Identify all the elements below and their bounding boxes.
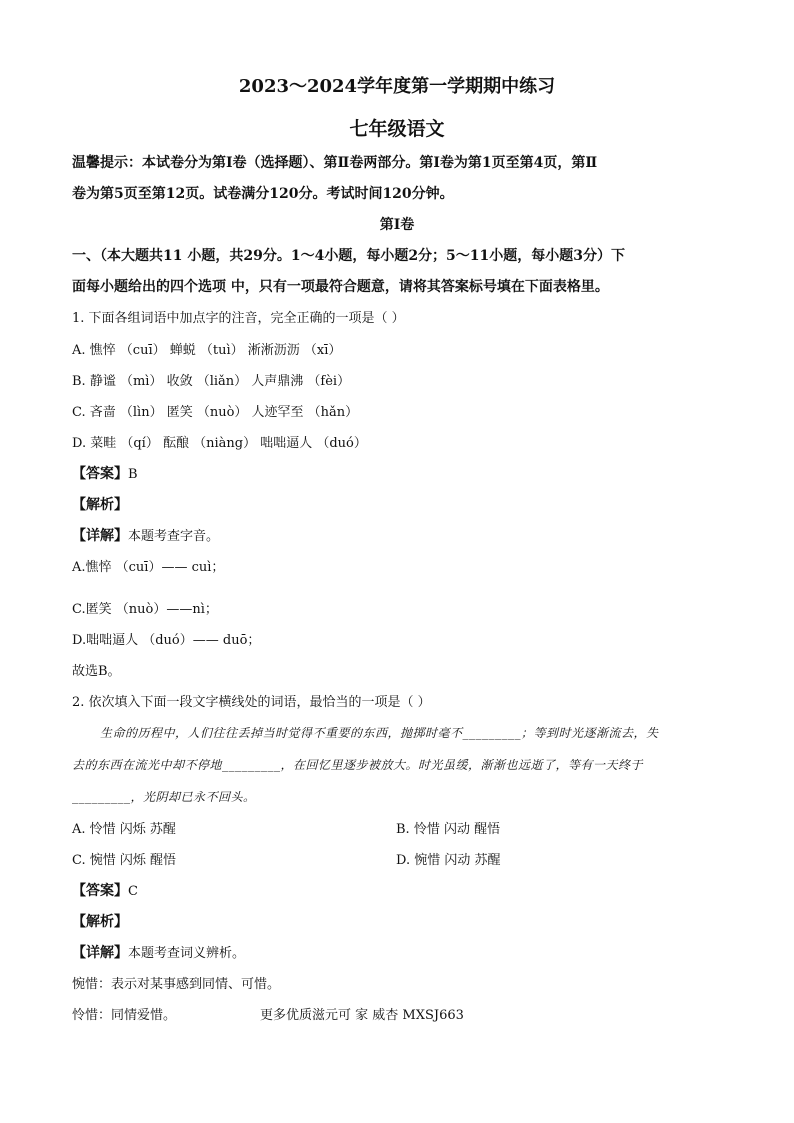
q1-option-c: C. 吝啬 （lìn） 匿笑 （nuò） 人迹罕至 （hǎn） [72, 405, 359, 420]
q2-passage-line-3: _________，光阴却已永不回头。 [72, 790, 256, 804]
q1-option-d: D. 菜畦 （qí） 酝酿 （niàng） 咄咄逼人 （duó） [72, 436, 367, 451]
q2-analysis-label: 【解析】 [72, 914, 128, 930]
q2-note-1: 惋惜：表示对某事感到同情、可惜。 [72, 977, 281, 992]
q1-note-c: C.匿笑 （nuò）——nì； [72, 602, 218, 617]
watermark-text: 更多优质滋元可 家 威杏 MXSJ663 [260, 1008, 464, 1023]
section-intro-1: 一、（本大题共11 小题，共29分。1～4小题，每小题2分；5～11小题，每小题3分）下 [72, 248, 626, 264]
q2-option-d: D. 惋惜 闪动 苏醒 [396, 853, 501, 868]
q1-stem: 1. 下面各组词语中加点字的注音，完全正确的一项是（ ） [72, 311, 405, 326]
q1-detail [72, 525, 219, 545]
answer-label: 【答案】 [72, 883, 128, 899]
section-name: 第Ⅰ卷 [379, 217, 415, 233]
answer-value: C [128, 884, 138, 899]
q2-stem: 2. 依次填入下面一段文字横线处的词语，最恰当的一项是（ ） [72, 695, 431, 710]
q2-option-b: B. 怜惜 闪动 醒悟 [396, 822, 501, 837]
q2-answer [72, 880, 138, 900]
answer-label: 【答案】 [72, 466, 128, 482]
q2-option-a: A. 怜惜 闪烁 苏醒 [72, 822, 176, 837]
q1-conclusion: 故选B。 [72, 664, 121, 679]
detail-text: 本题考查词义辨析。 [128, 946, 246, 961]
q1-answer [72, 463, 138, 483]
notice-line-2: 卷为第5页至第12页。试卷满分120分。考试时间120分钟。 [72, 186, 454, 202]
detail-label: 【详解】 [72, 528, 128, 544]
q1-analysis-label: 【解析】 [72, 497, 128, 513]
detail-text: 本题考查字音。 [128, 529, 220, 544]
exam-title: 2023～2024学年度第一学期期中练习 [238, 76, 556, 97]
notice-line-1: 温馨提示：本试卷分为第Ⅰ卷（选择题）、第Ⅱ卷两部分。第Ⅰ卷为第1页至第4页，第Ⅱ [72, 155, 598, 171]
q2-passage-line-1: 生命的历程中，人们往往丢掉当时觉得不重要的东西，抛掷时毫不_________；等到时光逐渐流去，失 [100, 726, 659, 740]
detail-label: 【详解】 [72, 945, 128, 961]
q2-detail [72, 942, 245, 962]
q1-option-a: A. 憔悴 （cuī） 蝉蜕 （tuì） 淅淅沥沥 （xī） [72, 343, 342, 358]
q2-note-2: 怜惜：同情爱惜。 [72, 1008, 177, 1023]
q2-passage-line-2: 去的东西在流光中却不停地_________，在回忆里逐步被放大。时光虽缓，渐渐也远逝了，等有一天终于 [72, 758, 644, 772]
exam-subject: 七年级语文 [349, 118, 445, 140]
answer-value: B [128, 467, 138, 482]
q1-note-d: D.咄咄逼人 （duó）—— duō； [72, 633, 261, 648]
section-intro-2: 面每小题给出的四个选项 中，只有一项最符合题意，请将其答案标号填在下面表格里。 [72, 279, 609, 295]
q2-option-c: C. 惋惜 闪烁 醒悟 [72, 853, 177, 868]
q1-option-b: B. 静谧 （mì） 收敛 （liǎn） 人声鼎沸 （fèi） [72, 374, 351, 389]
q1-note-a: A.憔悴 （cuī）—— cuì； [72, 560, 225, 575]
